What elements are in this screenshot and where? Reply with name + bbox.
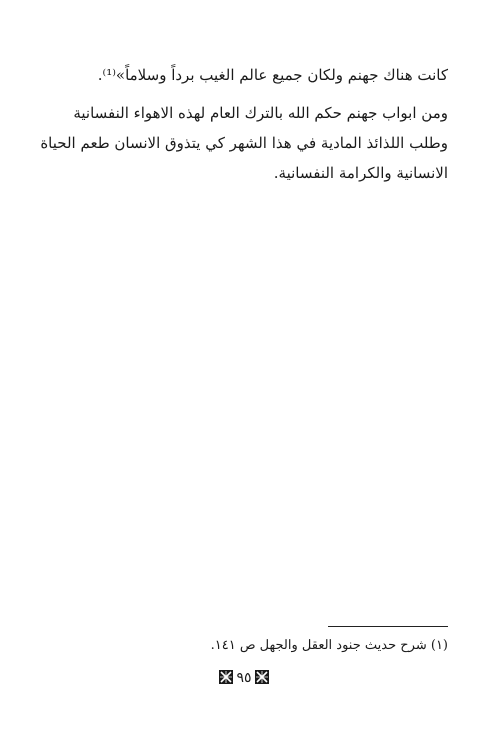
ornament-left-icon xyxy=(219,670,233,684)
text-line: وطلب اللذائذ المادية في هذا الشهر كي يتذوق الانسان طعم الحياة xyxy=(40,134,448,152)
ornament-right-icon xyxy=(255,670,269,684)
text-line: كانت هناك جهنم ولكان جميع عالم الغيب برداً وسلاماً»⁽¹⁾. xyxy=(97,66,448,84)
page-number: ٩٥ xyxy=(236,670,252,686)
text-line: ومن ابواب جهنم حكم الله بالترك العام لهذه الاهواء النفسانية xyxy=(73,104,448,122)
paragraph-2 xyxy=(28,98,448,188)
page-number-area xyxy=(0,668,488,688)
footnote: (١) شرح حديث جنود العقل والجهل ص ١٤١. xyxy=(210,638,448,653)
text-line: الانسانية والكرامة النفسانية. xyxy=(273,164,448,182)
paragraph-1 xyxy=(28,60,448,90)
footnote-divider xyxy=(328,626,448,627)
